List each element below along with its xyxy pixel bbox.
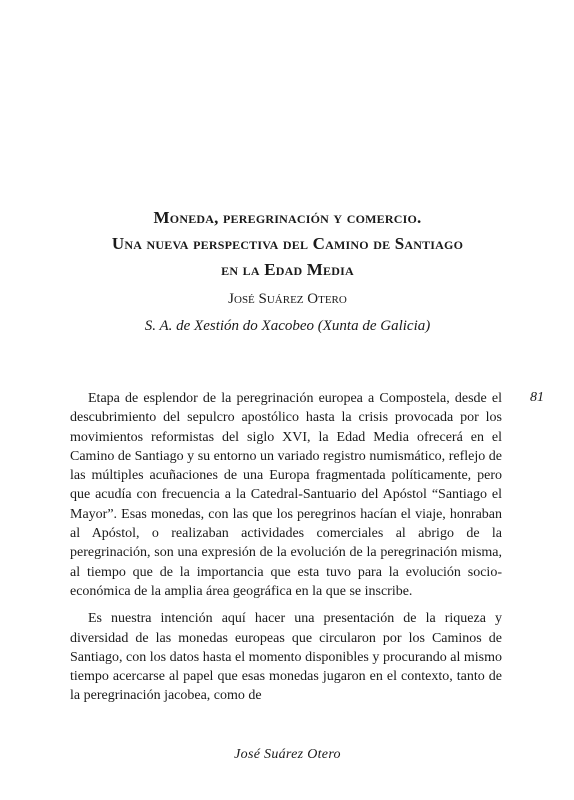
author-name: José Suárez Otero bbox=[228, 291, 347, 307]
paragraph-1: Etapa de esplendor de la peregrinación europea a Compostela, desde el descubrimiento del sepulcro apostólico hasta la crisis provocada por los movimientos reformistas del siglo XVI, la Edad Media ofrecerá en el Camino de Santiago y su entorno un variado registro numismático, reflejo de las múltiples acuñaciones de una Europa fragmentada políticamente, pero que acudía con frecuencia a la Catedral-Santuario del Apóstol “Santiago el Mayor”. Esas monedas, con las que los peregrinos hacían el viaje, honraban al Apóstol, o realizaban actividades comerciales al abrigo de la peregrinación, son una expresión de la evolución de la peregrinación misma, al tiempo que de la importancia que esta tuvo para la evolución socio-económica de la amplia área geográfica en la que se inscribe. bbox=[70, 391, 502, 599]
body-text bbox=[70, 389, 502, 706]
running-footer-author: José Suárez Otero bbox=[234, 747, 341, 762]
article-title-line-1: Moneda, peregrinación y comercio. bbox=[153, 208, 422, 227]
page-number: 81 bbox=[530, 390, 544, 405]
author-affiliation: S. A. de Xestión do Xacobeo (Xunta de Galicia) bbox=[144, 318, 431, 334]
paragraph-2: Es nuestra intención aquí hacer una presentación de la riqueza y diversidad de las monedas europeas que circularon por los Caminos de Santiago, con los datos hasta el momento disponibles y procurando al mismo tiempo acercarse al papel que esas monedas jugaron en el contexto, tanto de la peregrinación jacobea, como de bbox=[70, 611, 502, 704]
article-title-line-3: en la Edad Media bbox=[221, 260, 354, 279]
article-title-line-2: Una nueva perspectiva del Camino de Santiago bbox=[111, 234, 464, 253]
